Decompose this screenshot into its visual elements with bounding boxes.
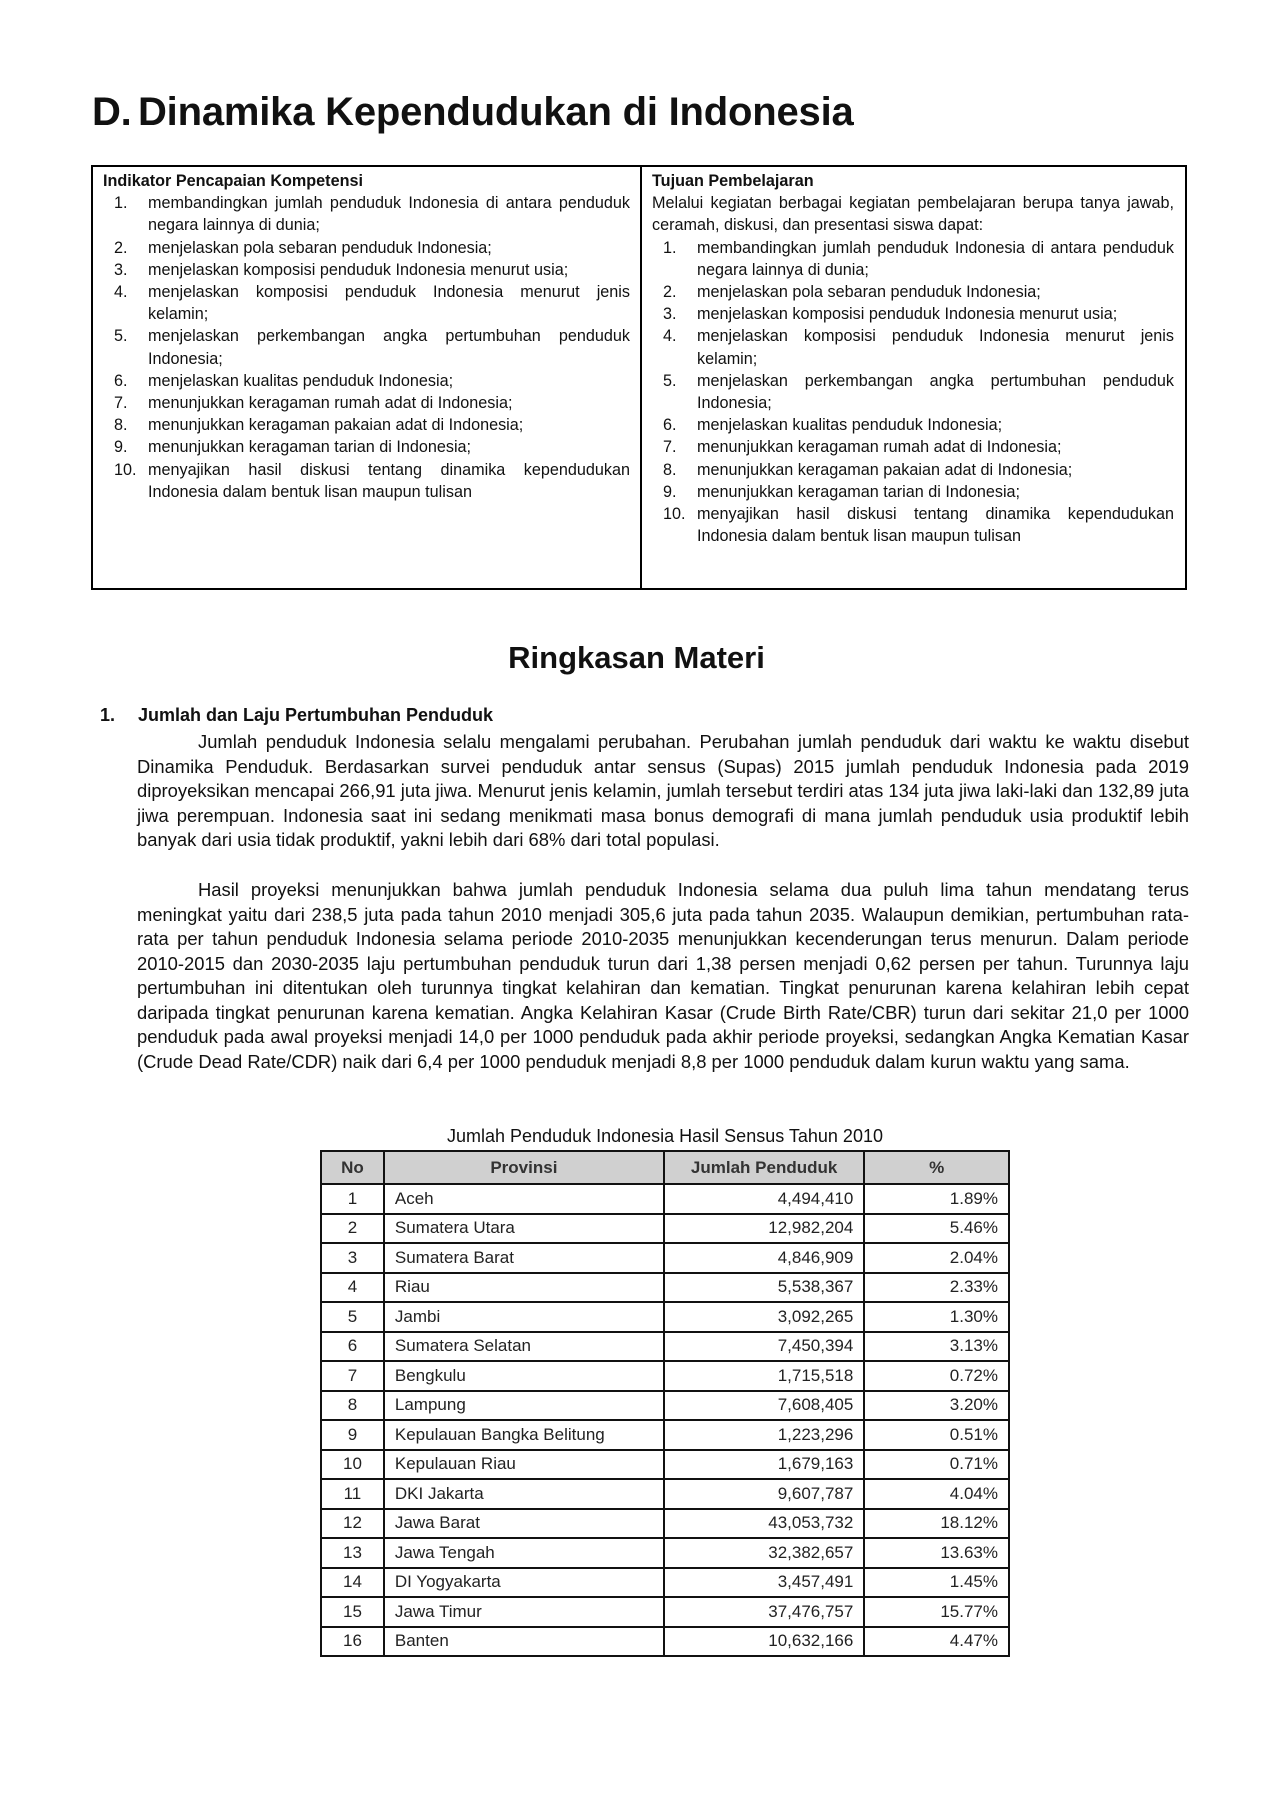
list-item bbox=[652, 481, 1174, 503]
item-text: menjelaskan komposisi penduduk Indonesia menurut usia; bbox=[697, 305, 1118, 324]
item-number: 6. bbox=[114, 371, 128, 390]
column-header-provinsi: Provinsi bbox=[384, 1151, 664, 1184]
cell-provinsi: DI Yogyakarta bbox=[384, 1568, 664, 1598]
list-item bbox=[103, 325, 630, 369]
cell-provinsi: Lampung bbox=[384, 1391, 664, 1421]
cell-persen: 0.72% bbox=[864, 1361, 1009, 1391]
list-item bbox=[103, 459, 630, 503]
cell-provinsi: Jawa Tengah bbox=[384, 1538, 664, 1568]
item-number: 9. bbox=[114, 438, 128, 457]
item-text: menjelaskan perkembangan angka pertumbuhan penduduk Indonesia; bbox=[697, 371, 1174, 413]
cell-provinsi: Jambi bbox=[384, 1302, 664, 1332]
cell-provinsi: Jawa Barat bbox=[384, 1509, 664, 1539]
list-item bbox=[652, 436, 1174, 458]
cell-persen: 1.89% bbox=[864, 1184, 1009, 1214]
item-text: menjelaskan perkembangan angka pertumbuhan penduduk Indonesia; bbox=[148, 327, 630, 368]
item-number: 7. bbox=[114, 394, 128, 413]
list-item bbox=[103, 414, 630, 436]
cell-jumlah: 43,053,732 bbox=[664, 1509, 864, 1539]
table-row bbox=[321, 1214, 1009, 1244]
list-item bbox=[103, 370, 630, 392]
cell-jumlah: 1,223,296 bbox=[664, 1420, 864, 1450]
item-text: menjelaskan kualitas penduduk Indonesia; bbox=[148, 371, 454, 390]
item-text: menunjukkan keragaman pakaian adat di Indonesia; bbox=[697, 460, 1073, 479]
cell-persen: 3.20% bbox=[864, 1391, 1009, 1421]
section-heading-text: Jumlah dan Laju Pertumbuhan Penduduk bbox=[138, 705, 494, 725]
indicator-column bbox=[93, 167, 642, 588]
item-number: 5. bbox=[663, 371, 677, 390]
cell-provinsi: Sumatera Selatan bbox=[384, 1332, 664, 1362]
cell-jumlah: 7,450,394 bbox=[664, 1332, 864, 1362]
item-number: 8. bbox=[663, 460, 677, 479]
paragraph bbox=[137, 878, 1189, 1074]
cell-persen: 1.45% bbox=[864, 1568, 1009, 1598]
item-number: 1. bbox=[663, 238, 677, 257]
cell-persen: 2.33% bbox=[864, 1273, 1009, 1303]
indicator-list bbox=[103, 192, 630, 503]
list-item bbox=[652, 303, 1174, 325]
item-number: 7. bbox=[663, 438, 677, 457]
list-item bbox=[652, 237, 1174, 281]
cell-no: 7 bbox=[321, 1361, 384, 1391]
cell-no: 13 bbox=[321, 1538, 384, 1568]
cell-no: 10 bbox=[321, 1450, 384, 1480]
table-row bbox=[321, 1450, 1009, 1480]
table-row bbox=[321, 1273, 1009, 1303]
list-item bbox=[103, 237, 630, 259]
list-item bbox=[652, 503, 1174, 547]
cell-jumlah: 4,494,410 bbox=[664, 1184, 864, 1214]
cell-jumlah: 9,607,787 bbox=[664, 1479, 864, 1509]
cell-jumlah: 1,679,163 bbox=[664, 1450, 864, 1480]
cell-persen: 1.30% bbox=[864, 1302, 1009, 1332]
item-number: 10. bbox=[114, 460, 137, 479]
cell-persen: 18.12% bbox=[864, 1509, 1009, 1539]
cell-jumlah: 12,982,204 bbox=[664, 1214, 864, 1244]
cell-jumlah: 7,608,405 bbox=[664, 1391, 864, 1421]
cell-no: 1 bbox=[321, 1184, 384, 1214]
page-title bbox=[92, 90, 854, 135]
cell-persen: 15.77% bbox=[864, 1597, 1009, 1627]
cell-jumlah: 32,382,657 bbox=[664, 1538, 864, 1568]
cell-persen: 5.46% bbox=[864, 1214, 1009, 1244]
cell-provinsi: DKI Jakarta bbox=[384, 1479, 664, 1509]
cell-provinsi: Sumatera Utara bbox=[384, 1214, 664, 1244]
section-number: 1. bbox=[100, 705, 116, 725]
section-heading bbox=[100, 705, 493, 726]
cell-jumlah: 3,092,265 bbox=[664, 1302, 864, 1332]
table-row bbox=[321, 1302, 1009, 1332]
item-number: 3. bbox=[663, 305, 677, 324]
cell-provinsi: Banten bbox=[384, 1627, 664, 1657]
cell-jumlah: 3,457,491 bbox=[664, 1568, 864, 1598]
table-row bbox=[321, 1184, 1009, 1214]
cell-provinsi: Bengkulu bbox=[384, 1361, 664, 1391]
cell-jumlah: 10,632,166 bbox=[664, 1627, 864, 1657]
item-text: membandingkan jumlah penduduk Indonesia di antara penduduk negara lainnya di dunia; bbox=[148, 194, 630, 235]
item-text: menjelaskan komposisi penduduk Indonesia menurut jenis kelamin; bbox=[697, 327, 1174, 368]
cell-persen: 0.71% bbox=[864, 1450, 1009, 1480]
summary-title: Ringkasan Materi bbox=[508, 640, 765, 675]
column-header-no: No bbox=[321, 1151, 384, 1184]
table-row bbox=[321, 1361, 1009, 1391]
cell-no: 3 bbox=[321, 1243, 384, 1273]
census-table bbox=[320, 1150, 1010, 1657]
table-row bbox=[321, 1420, 1009, 1450]
cell-provinsi: Jawa Timur bbox=[384, 1597, 664, 1627]
cell-no: 15 bbox=[321, 1597, 384, 1627]
cell-persen: 0.51% bbox=[864, 1420, 1009, 1450]
item-number: 2. bbox=[663, 283, 677, 302]
item-text: menjelaskan pola sebaran penduduk Indonesia; bbox=[697, 283, 1041, 302]
section-title: Dinamika Kependudukan di Indonesia bbox=[138, 90, 854, 134]
cell-no: 12 bbox=[321, 1509, 384, 1539]
table-row bbox=[321, 1479, 1009, 1509]
item-text: menunjukkan keragaman tarian di Indonesia; bbox=[148, 438, 472, 457]
cell-no: 6 bbox=[321, 1332, 384, 1362]
item-text: menjelaskan pola sebaran penduduk Indonesia; bbox=[148, 238, 492, 257]
item-number: 3. bbox=[114, 260, 128, 279]
item-number: 5. bbox=[114, 327, 128, 346]
list-item bbox=[103, 281, 630, 325]
column-header-persen: % bbox=[864, 1151, 1009, 1184]
table-header-row bbox=[321, 1151, 1009, 1184]
item-text: menjelaskan komposisi penduduk Indonesia menurut jenis kelamin; bbox=[148, 283, 630, 324]
cell-persen: 3.13% bbox=[864, 1332, 1009, 1362]
item-number: 4. bbox=[663, 327, 677, 346]
indicator-heading: Indikator Pencapaian Kompetensi bbox=[103, 172, 363, 190]
list-item bbox=[652, 325, 1174, 369]
cell-provinsi: Riau bbox=[384, 1273, 664, 1303]
learning-goals-intro: Melalui kegiatan berbagai kegiatan pembelajaran berupa tanya jawab, ceramah, diskusi, dan presentasi siswa dapat: bbox=[652, 194, 1174, 235]
cell-provinsi: Kepulauan Riau bbox=[384, 1450, 664, 1480]
item-number: 1. bbox=[114, 194, 128, 213]
item-number: 9. bbox=[663, 482, 677, 501]
learning-goals-list bbox=[652, 237, 1174, 548]
list-item bbox=[652, 459, 1174, 481]
cell-persen: 13.63% bbox=[864, 1538, 1009, 1568]
cell-persen: 4.04% bbox=[864, 1479, 1009, 1509]
item-text: menyajikan hasil diskusi tentang dinamika kependudukan Indonesia dalam bentuk lisan maupun tulisan bbox=[148, 460, 630, 501]
list-item bbox=[103, 392, 630, 414]
item-text: menjelaskan kualitas penduduk Indonesia; bbox=[697, 416, 1003, 435]
cell-no: 16 bbox=[321, 1627, 384, 1657]
item-text: menunjukkan keragaman tarian di Indonesia; bbox=[697, 482, 1021, 501]
list-item bbox=[103, 436, 630, 458]
item-text: membandingkan jumlah penduduk Indonesia di antara penduduk negara lainnya di dunia; bbox=[697, 238, 1174, 279]
cell-no: 4 bbox=[321, 1273, 384, 1303]
table-caption: Jumlah Penduduk Indonesia Hasil Sensus Tahun 2010 bbox=[447, 1126, 883, 1146]
paragraph-text: Hasil proyeksi menunjukkan bahwa jumlah penduduk Indonesia selama dua puluh lima tahun mendatang terus meningkat yaitu dari 238,5 juta pada tahun 2010 menjadi 305,6 juta pada tahun 2035. Walaupun demikian, pertumbuhan rata-rata per tahun penduduk Indonesia selama periode 2010-2035 menunjukkan kecenderungan terus menurun. Dalam periode 2010-2015 dan 2030-2035 laju pertumbuhan penduduk turun dari 1,38 persen menjadi 0,62 persen per tahun. Turunnya laju pertumbuhan ini ditentukan oleh turunnya tingkat kelahiran dan kematian. Tingkat penurunan karena kelahiran lebih cepat daripada tingkat penurunan karena kematian. Angka Kelahiran Kasar (Crude Birth Rate/CBR) turun dari sekitar 21,0 per 1000 penduduk pada awal proyeksi menjadi 14,0 per 1000 penduduk pada akhir periode proyeksi, sedangkan Angka Kematian Kasar (Crude Dead Rate/CDR) naik dari 6,4 per 1000 penduduk menjadi 8,8 per 1000 penduduk dalam kurun waktu yang sama. bbox=[137, 879, 1189, 1072]
list-item bbox=[652, 414, 1174, 436]
learning-goals-column bbox=[642, 167, 1185, 588]
list-item bbox=[103, 192, 630, 236]
cell-provinsi: Kepulauan Bangka Belitung bbox=[384, 1420, 664, 1450]
paragraph bbox=[137, 730, 1189, 853]
cell-jumlah: 1,715,518 bbox=[664, 1361, 864, 1391]
cell-persen: 4.47% bbox=[864, 1627, 1009, 1657]
table-row bbox=[321, 1568, 1009, 1598]
table-row bbox=[321, 1597, 1009, 1627]
table-row bbox=[321, 1509, 1009, 1539]
cell-provinsi: Sumatera Barat bbox=[384, 1243, 664, 1273]
item-text: menunjukkan keragaman rumah adat di Indonesia; bbox=[697, 438, 1062, 457]
table-row bbox=[321, 1627, 1009, 1657]
cell-jumlah: 37,476,757 bbox=[664, 1597, 864, 1627]
item-number: 4. bbox=[114, 283, 128, 302]
competency-table bbox=[91, 165, 1187, 590]
cell-jumlah: 5,538,367 bbox=[664, 1273, 864, 1303]
section-letter: D. bbox=[92, 90, 132, 134]
item-number: 2. bbox=[114, 238, 128, 257]
learning-goals-heading: Tujuan Pembelajaran bbox=[652, 172, 814, 190]
item-text: menyajikan hasil diskusi tentang dinamika kependudukan Indonesia dalam bentuk lisan maupun tulisan bbox=[697, 505, 1174, 546]
item-number: 10. bbox=[663, 505, 686, 524]
cell-no: 2 bbox=[321, 1214, 384, 1244]
cell-no: 11 bbox=[321, 1479, 384, 1509]
table-row bbox=[321, 1332, 1009, 1362]
column-header-jumlah: Jumlah Penduduk bbox=[664, 1151, 864, 1184]
cell-persen: 2.04% bbox=[864, 1243, 1009, 1273]
cell-provinsi: Aceh bbox=[384, 1184, 664, 1214]
cell-no: 8 bbox=[321, 1391, 384, 1421]
paragraph-text: Jumlah penduduk Indonesia selalu mengalami perubahan. Perubahan jumlah penduduk dari waktu ke waktu disebut Dinamika Penduduk. Berdasarkan survei penduduk antar sensus (Supas) 2015 jumlah penduduk Indonesia pada 2019 diproyeksikan mencapai 266,91 juta jiwa. Menurut jenis kelamin, jumlah tersebut terdiri atas 134 juta jiwa laki-laki dan 132,89 juta jiwa perempuan. Indonesia saat ini sedang menikmati masa bonus demografi di mana jumlah penduduk usia produktif lebih banyak dari usia tidak produktif, yakni lebih dari 68% dari total populasi. bbox=[137, 731, 1189, 850]
list-item bbox=[103, 259, 630, 281]
cell-no: 9 bbox=[321, 1420, 384, 1450]
item-text: menunjukkan keragaman pakaian adat di Indonesia; bbox=[148, 416, 524, 435]
item-text: menunjukkan keragaman rumah adat di Indonesia; bbox=[148, 394, 513, 413]
list-item bbox=[652, 370, 1174, 414]
cell-no: 5 bbox=[321, 1302, 384, 1332]
item-number: 6. bbox=[663, 416, 677, 435]
table-row bbox=[321, 1538, 1009, 1568]
item-text: menjelaskan komposisi penduduk Indonesia menurut usia; bbox=[148, 260, 569, 279]
cell-jumlah: 4,846,909 bbox=[664, 1243, 864, 1273]
table-row bbox=[321, 1243, 1009, 1273]
item-number: 8. bbox=[114, 416, 128, 435]
list-item bbox=[652, 281, 1174, 303]
table-row bbox=[321, 1391, 1009, 1421]
cell-no: 14 bbox=[321, 1568, 384, 1598]
